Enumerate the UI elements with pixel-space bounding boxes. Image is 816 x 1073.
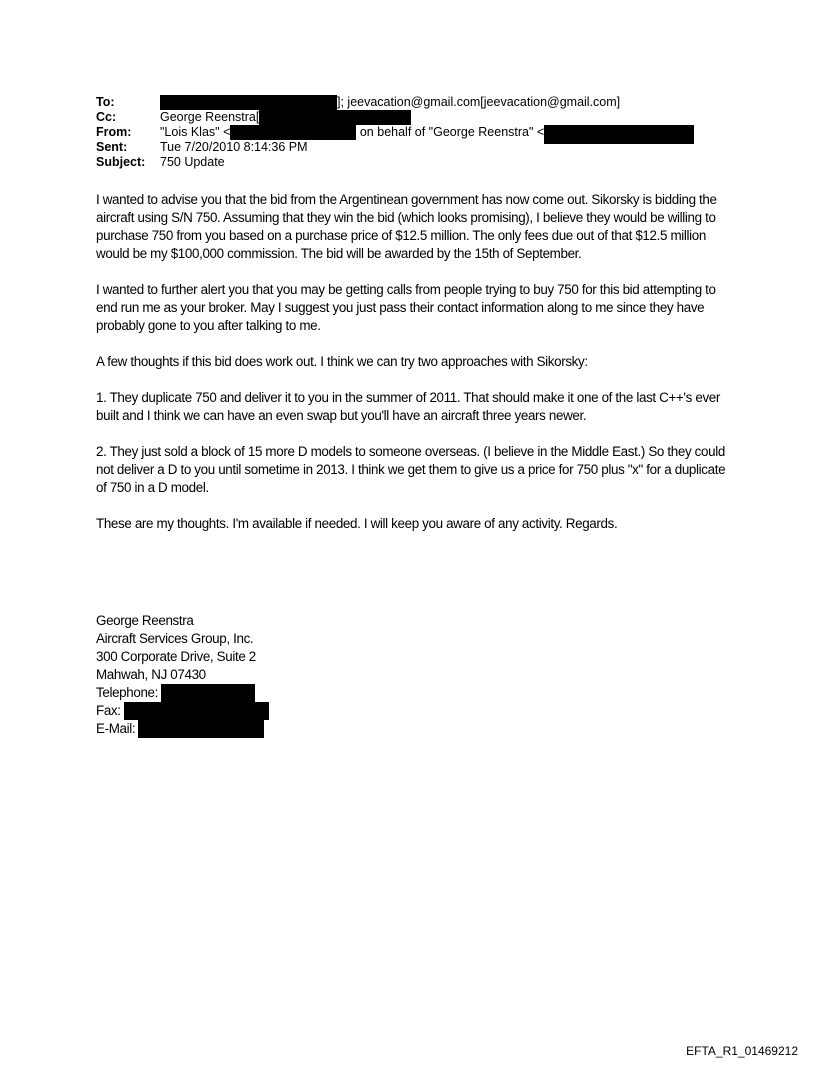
from-sender: "Lois Klas" < [160,125,231,139]
to-label: To: [96,95,115,109]
email-signature [96,612,269,738]
telephone-label: Telephone: [96,685,159,700]
body-paragraph: These are my thoughts. I'm available if needed. I will keep you aware of any activity. Regards. [96,516,618,531]
signature-fax [96,702,269,720]
redaction-box [160,95,337,110]
from-on-behalf: on behalf of "George Reenstra" < [359,125,545,139]
signature-email [96,720,269,738]
email-body [96,191,726,551]
subject-value: 750 Update [160,155,225,169]
body-paragraph: 2. They just sold a block of 15 more D models to someone overseas. (I believe in the Middle East.) So they could not deliver a D to you until sometime in 2013. I think we get them to give us a price for 750 plus "x" for a duplicate of 750 in a D model. [96,444,726,495]
body-paragraph: I wanted to advise you that the bid from the Argentinean government has now come out. Sikorsky is bidding the aircraft using S/N 750. Assuming that they win the bid (which looks promising), I believe they would be willing to purchase 750 from you based on a purchase price of $12.5 million. The only fees due out of that $12.5 million would be my $100,000 commission. The bid will be awarded by the 15th of September. [96,192,717,261]
redaction-box [138,720,264,738]
fax-label: Fax: [96,703,121,718]
signature-company: Aircraft Services Group, Inc. [96,631,254,646]
redaction-box [544,125,694,144]
signature-address-line-2: Mahwah, NJ 07430 [96,667,206,682]
signature-telephone [96,684,269,702]
email-label: E-Mail: [96,721,136,736]
document-id: EFTA_R1_01469212 [686,1044,798,1058]
redaction-box [230,125,356,140]
to-value [160,95,620,110]
redaction-box [124,702,269,720]
subject-label: Subject: [96,155,146,169]
to-addresses: ]; jeevacation@gmail.com[jeevacation@gmail.com] [337,95,621,109]
body-paragraph: I wanted to further alert you that you may be getting calls from people trying to buy 750 for this bid attempting to end run me as your broker. May I suggest you just pass their contact information along to me since they have probably gone to you after talking to me. [96,282,716,333]
redaction-box [259,110,411,125]
cc-value [160,110,411,125]
redaction-box [161,684,255,702]
signature-name: George Reenstra [96,613,194,628]
body-paragraph: 1. They duplicate 750 and deliver it to you in the summer of 2011. That should make it one of the last C++'s ever built and I think we can have an even swap but you'll have an aircraft three years newer. [96,390,720,423]
body-paragraph: A few thoughts if this bid does work out. I think we can try two approaches with Sikorsky: [96,354,588,369]
cc-label: Cc: [96,110,117,124]
cc-name: George Reenstra[ [160,110,260,124]
signature-address-line-1: 300 Corporate Drive, Suite 2 [96,649,256,664]
sent-value: Tue 7/20/2010 8:14:36 PM [160,140,308,154]
sent-label: Sent: [96,140,128,154]
from-label: From: [96,125,132,139]
